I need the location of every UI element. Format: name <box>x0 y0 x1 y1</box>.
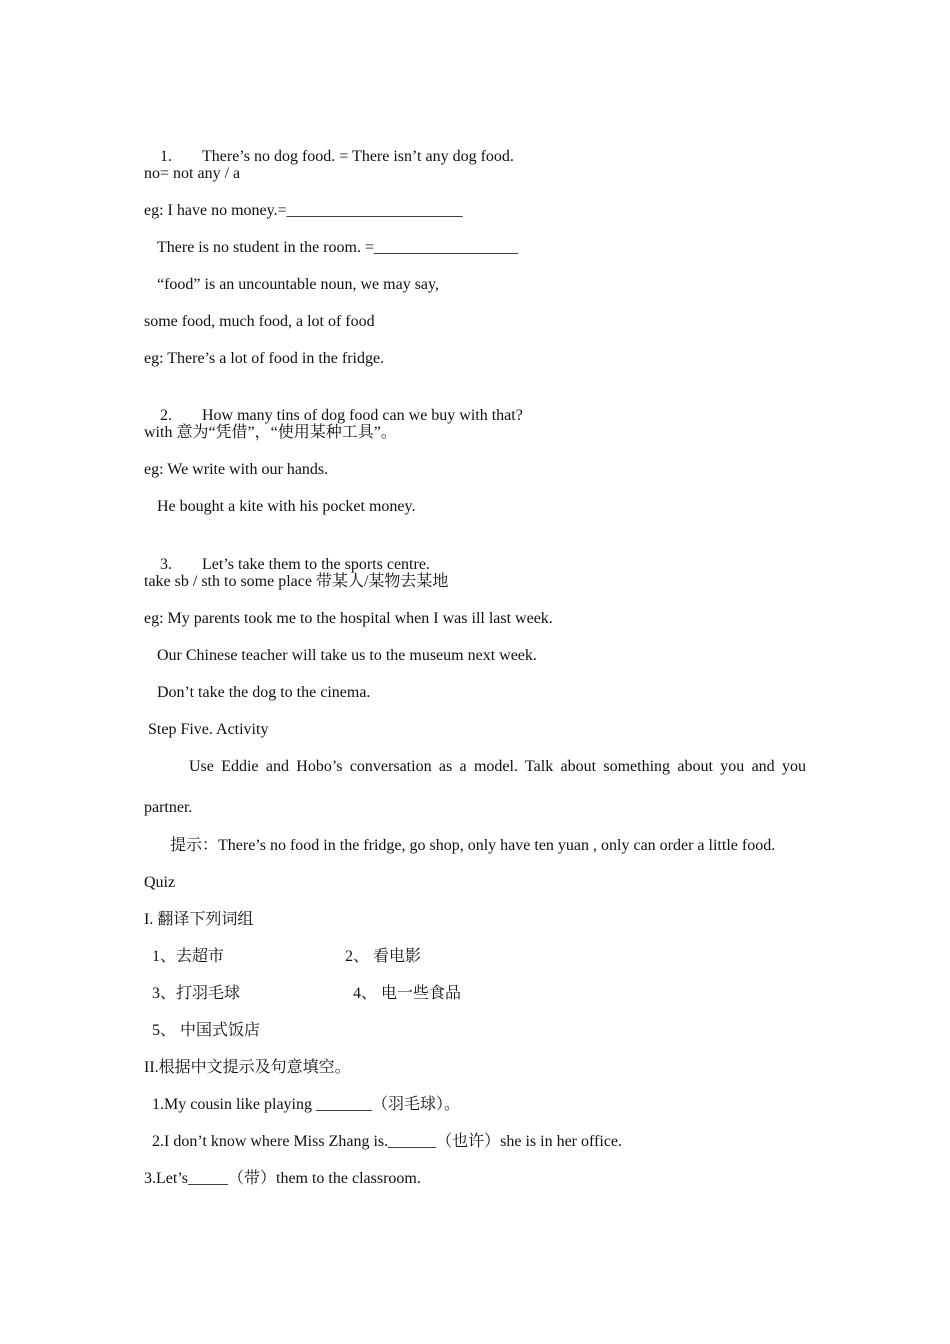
item-text: There’s no dog food. = There isn’t any dog food. <box>202 148 514 165</box>
quiz-phrase: 2、 看电影 <box>345 948 422 965</box>
quiz-phrase: 1、去超市 <box>152 948 225 965</box>
quiz-title: Quiz <box>144 874 176 891</box>
quiz-phrase: 5、 中国式饭店 <box>152 1022 261 1039</box>
quiz-part-title: I. 翻译下列词组 <box>144 911 254 928</box>
example-line: There is no student in the room. =__________________ <box>157 239 518 256</box>
item-number: 1. <box>160 148 172 165</box>
example-line: eg: My parents took me to the hospital when I was ill last week. <box>144 610 553 627</box>
instruction-text-cont: partner. <box>144 799 193 816</box>
meaning-text: with 意为“凭借”，“使用某种工具”。 <box>144 424 397 441</box>
quiz-phrase: 3、打羽毛球 <box>152 985 241 1002</box>
item-text: Let’s take them to the sports centre. <box>202 556 430 573</box>
hint-text: 提示：There’s no food in the fridge, go shop, only have ten yuan , only can order a little food. <box>170 837 776 854</box>
quiz-phrase: 4、 电一些食品 <box>353 985 462 1002</box>
note-text: “food” is an uncountable noun, we may say, <box>157 276 439 293</box>
rule-text: no= not any / a <box>144 165 241 182</box>
example-line: Don’t take the dog to the cinema. <box>157 684 371 701</box>
item-text: How many tins of dog food can we buy with that? <box>202 407 523 424</box>
step-heading: Step Five. Activity <box>148 721 269 738</box>
rule-text: take sb / sth to some place 带某人/某物去某地 <box>144 573 449 590</box>
example-line: eg: We write with our hands. <box>144 461 329 478</box>
example-line: eg: There’s a lot of food in the fridge. <box>144 350 385 367</box>
quiz-question: 1.My cousin like playing _______（羽毛球）。 <box>152 1096 460 1113</box>
example-line: eg: I have no money.=______________________ <box>144 202 463 219</box>
example-line: Our Chinese teacher will take us to the museum next week. <box>157 647 537 664</box>
quiz-question: 3.Let’s_____（带）them to the classroom. <box>144 1170 421 1187</box>
item-number: 2. <box>160 407 172 424</box>
item-number: 3. <box>160 556 172 573</box>
phrases-text: some food, much food, a lot of food <box>144 313 375 330</box>
example-line: He bought a kite with his pocket money. <box>157 498 416 515</box>
quiz-part-title: II.根据中文提示及句意填空。 <box>144 1059 351 1076</box>
instruction-text: Use Eddie and Hobo’s conversation as a model. Talk about something about you and you <box>189 758 806 775</box>
quiz-question: 2.I don’t know where Miss Zhang is.______（也许）she is in her office. <box>152 1133 623 1150</box>
